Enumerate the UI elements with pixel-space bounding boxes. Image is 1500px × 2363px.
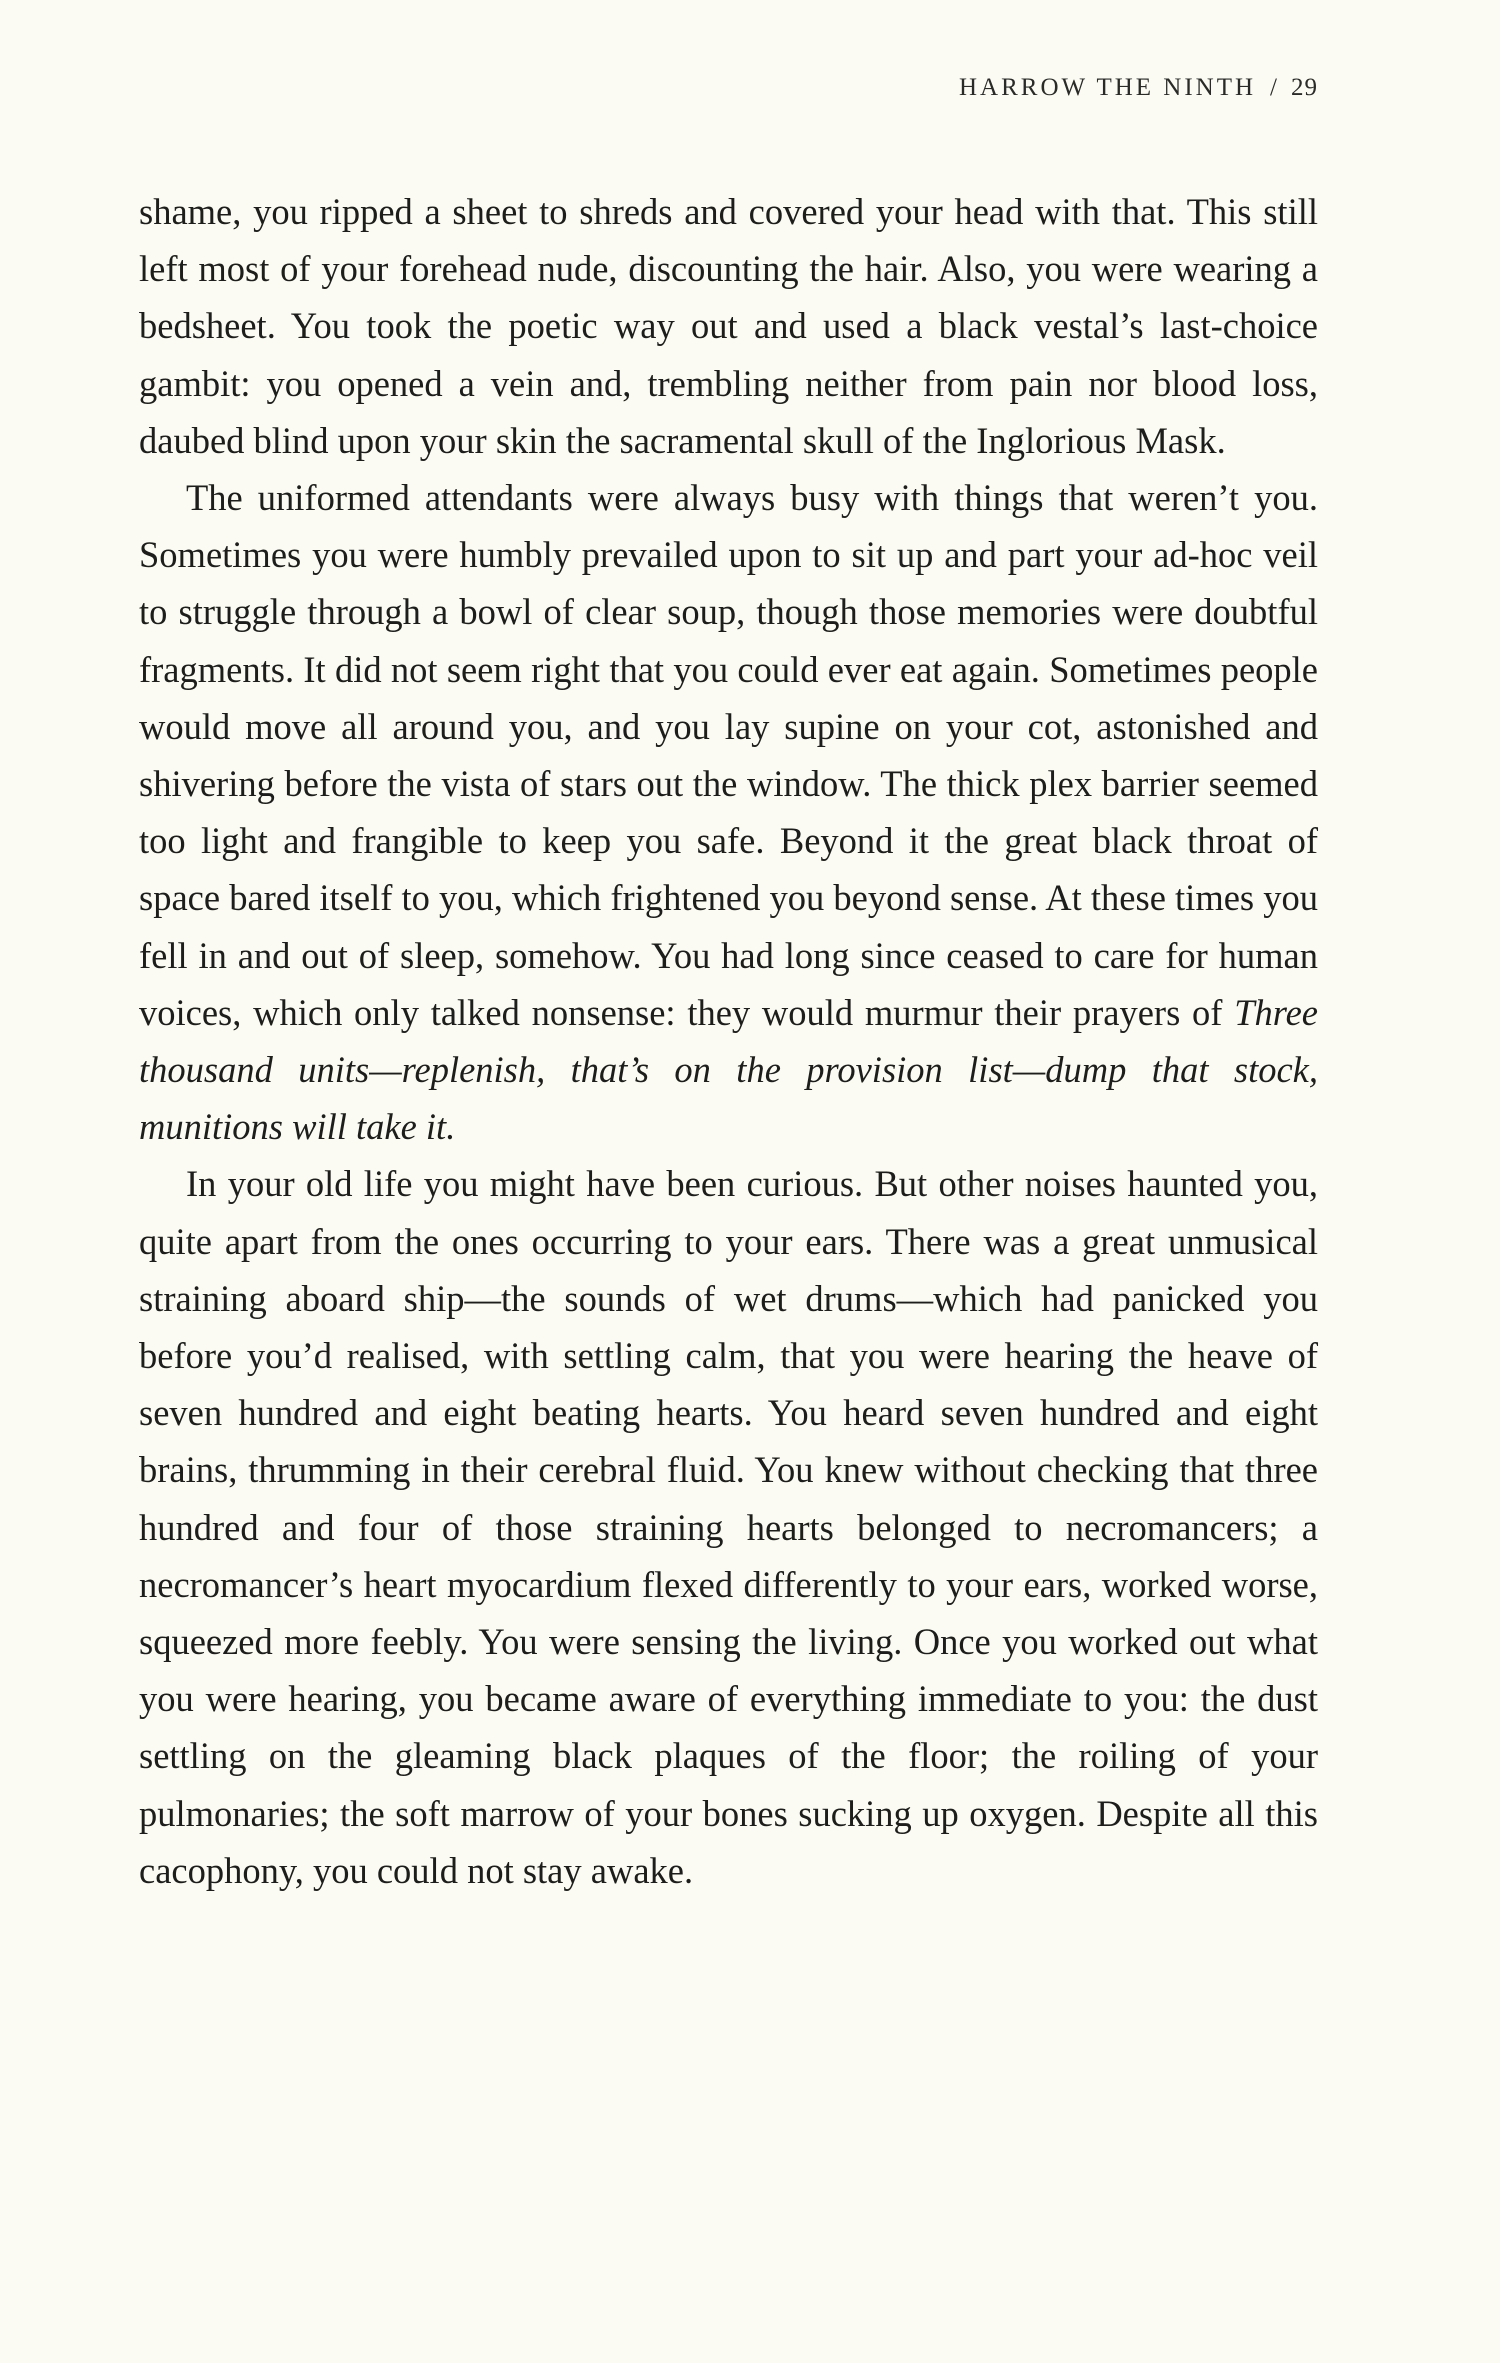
paragraph: shame, you ripped a sheet to shreds and covered your head with that. This still left most of your forehead nude, discounting the hair. Also, you were wearing a bedsheet. You took the poetic way out and used a black vestal’s last-choice gambit: you opened a vein and, trembling neither from pain nor blood loss, daubed blind upon your skin the sacramental skull of the Inglorious Mask. xyxy=(139,191,1318,461)
book-title: HARROW THE NINTH xyxy=(958,74,1257,101)
italic-voices: Three thousand units—replenish, that’s on the provision list—dump that stock, munitions will take it. xyxy=(139,991,1318,1148)
header-separator: / xyxy=(1270,74,1277,101)
paragraph xyxy=(139,469,1318,1155)
body-text xyxy=(139,183,1318,1899)
paragraph: In your old life you might have been curious. But other noises haunted you, quite apart from the ones occurring to your ears. There was a great unmusical straining aboard ship—the sounds of wet drums—which had panicked you before you’d realised, with settling calm, that you were hearing the heave of seven hundred and eight beating hearts. You heard seven hundred and eight brains, thrumming in their cerebral fluid. You knew without checking that three hundred and four of those straining hearts belonged to necromancers; a necromancer’s heart myocardium flexed differently to your ears, worked worse, squeezed more feebly. You were sensing the living. Once you worked out what you were hearing, you became aware of everything immediate to you: the dust settling on the gleaming black plaques of the floor; the roiling of your pulmonaries; the soft marrow of your bones sucking up oxygen. Despite all this cacophony, you could not stay awake. xyxy=(139,1163,1318,1891)
page-number: 29 xyxy=(1291,74,1318,101)
paragraph-text: The uniformed attendants were always busy with things that weren’t you. Sometimes you were humbly prevailed upon to sit up and part your ad-hoc veil to struggle through a bowl of clear soup, though those memories were doubtful fragments. It did not seem right that you could ever eat again. Sometimes people would move all around you, and you lay supine on your cot, astonished and shivering before the vista of stars out the window. The thick plex barrier seemed too light and frangible to keep you safe. Beyond it the great black throat of space bared itself to you, which frightened you beyond sense. At these times you fell in and out of sleep, somehow. You had long since ceased to care for human voices, which only talked nonsense: they would murmur their prayers of xyxy=(139,477,1318,1033)
running-head xyxy=(959,74,1318,102)
